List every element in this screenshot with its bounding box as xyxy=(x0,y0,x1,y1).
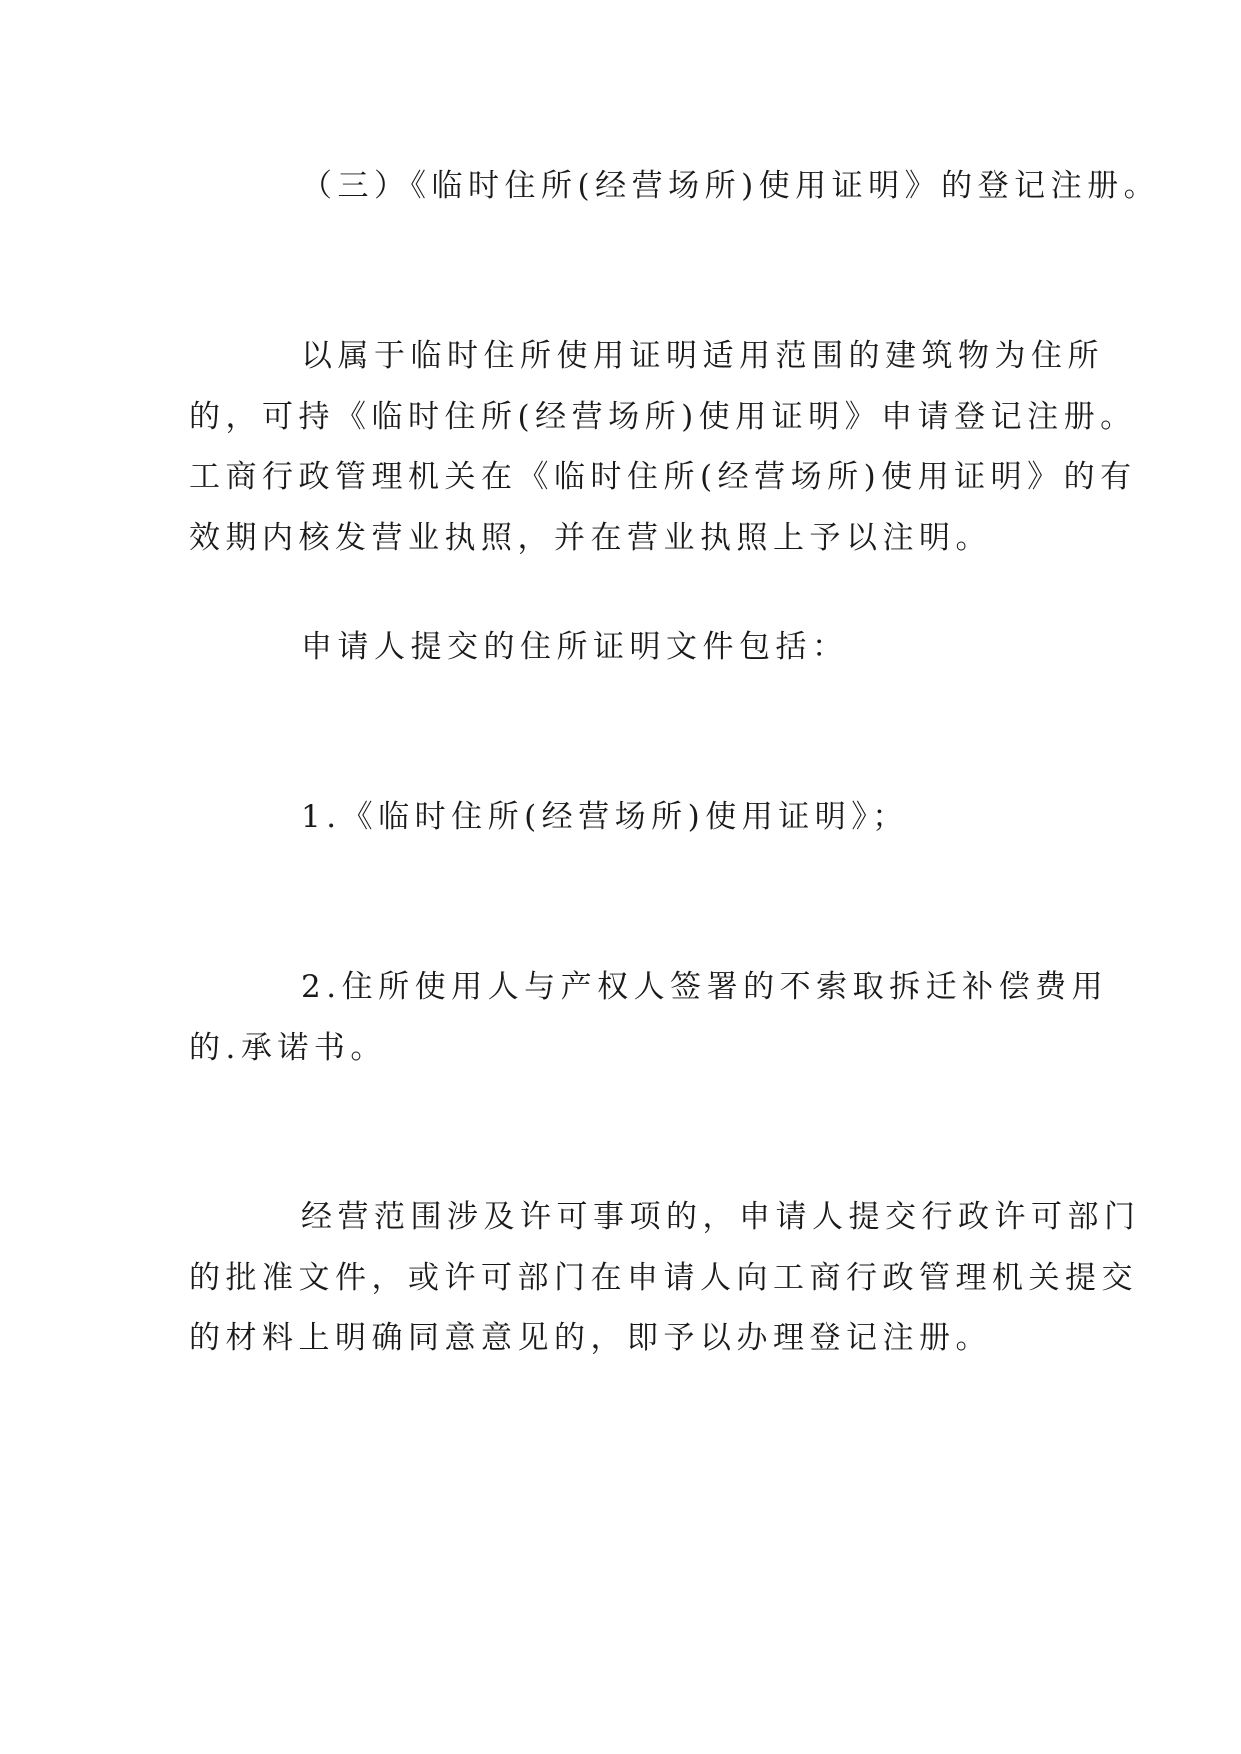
list-item-line: 的.承诺书。 xyxy=(189,1029,387,1066)
paragraph-line: 以属于临时住所使用证明适用范围的建筑物为住所 xyxy=(301,338,1104,374)
paragraph-line: 的材料上明确同意意见的，即予以办理登记注册。 xyxy=(189,1320,992,1356)
section-heading-block xyxy=(189,156,1161,217)
list-item-line: 1.《临时住所(经营场所)使用证明》； xyxy=(301,799,909,835)
paragraph-documents-intro xyxy=(189,617,1049,678)
paragraph-line: 的批准文件，或许可部门在申请人向工商行政管理机关提交 xyxy=(189,1259,1138,1296)
paragraph-line: 申请人提交的住所证明文件包括： xyxy=(301,629,849,665)
paragraph-temporary-certificate xyxy=(189,326,1137,568)
list-item-2 xyxy=(189,957,1109,1078)
list-item-line: 2.住所使用人与产权人签署的不索取拆迁补偿费用 xyxy=(301,969,1109,1005)
paragraph-line: 的，可持《临时住所(经营场所)使用证明》申请登记注册。 xyxy=(189,398,1137,435)
paragraph-license-matters xyxy=(189,1187,1141,1369)
paragraph-line: 工商行政管理机关在《临时住所(经营场所)使用证明》的有 xyxy=(189,459,1137,495)
paragraph-line: 效期内核发营业执照，并在营业执照上予以注明。 xyxy=(189,519,992,556)
section-heading: （三）《临时住所(经营场所)使用证明》的登记注册。 xyxy=(301,168,1161,204)
list-item-1 xyxy=(189,787,1049,848)
paragraph-line: 经营范围涉及许可事项的，申请人提交行政许可部门 xyxy=(301,1199,1141,1235)
